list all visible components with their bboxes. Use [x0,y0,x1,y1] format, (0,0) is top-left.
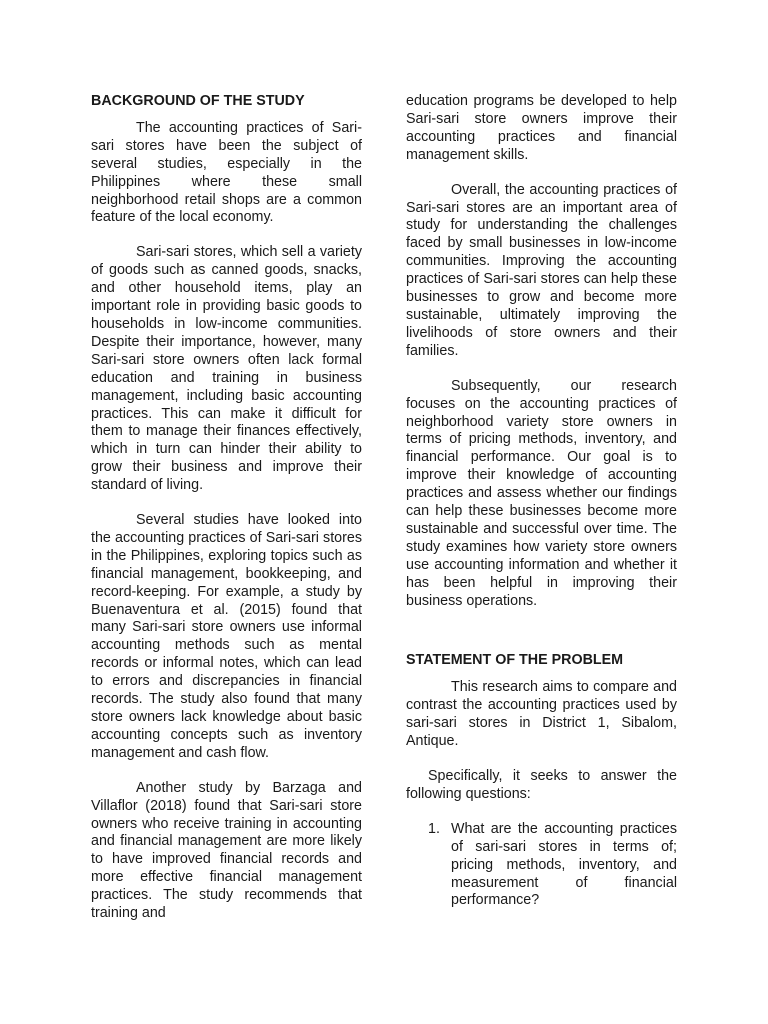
question-item [406,821,677,911]
background-paragraph-5: Overall, the accounting practices of Sari-sari stores are an important area of study for understanding the challenges faced by small businesses in low-income communities. Improving the accounting practices of Sari-sari stores can help these businesses to grow and become more sustainable, ultimately improving the livelihoods of store owners and their families. [406,181,677,359]
specific-questions-intro: Specifically, it seeks to answer the following questions: [406,768,677,802]
background-paragraph-1: The accounting practices of Sari-sari stores have been the subject of several studies, especially in the Philippines where these small neighborhood retail shops are a common feature of the local economy. [91,119,362,226]
background-heading: BACKGROUND OF THE STUDY [91,93,305,109]
question-text: What are the accounting practices of sari-sari stores in terms of; pricing methods, inventory, and measurement of financial performance? [451,820,677,909]
left-column [91,93,362,923]
question-number: 1. [428,820,440,837]
background-paragraph-4-continued: education programs be developed to help Sari-sari store owners improve their accounting practices and financial management skills. [406,93,677,163]
background-paragraph-2: Sari-sari stores, which sell a variety of goods such as canned goods, snacks, and other household items, play an important role in providing basic goods to households in low-income communities. Despite their importance, however, many Sari-sari store owners often lack formal education and training in business management, including basic accounting practices. This can make it difficult for them to manage their finances effectively, which in turn can hinder their ability to grow their business and improve their standard of living. [91,244,362,494]
background-paragraph-3: Several studies have looked into the accounting practices of Sari-sari stores in the Philippines, exploring topics such as financial management, bookkeeping, and record-keeping. For example, a study by Buenaventura et al. (2015) found that many Sari-sari store owners use informal accounting methods such as mental records or informal notes, which can lead to errors and discrepancies in financial records. The study also found that many store owners lack knowledge about basic accounting concepts such as inventory management and cash flow. [91,512,362,761]
problem-paragraph: This research aims to compare and contrast the accounting practices used by sari-sari stores in District 1, Sibalom, Antique. [406,679,677,750]
problem-heading: STATEMENT OF THE PROBLEM [406,652,624,669]
background-paragraph-4: Another study by Barzaga and Villaflor (2018) found that Sari-sari store owners who receive training in accounting and financial management are more likely to have improved financial records and more effective financial management practices. The study recommends that training and [91,779,362,922]
right-column [406,93,677,910]
background-paragraph-6: Subsequently, our research focuses on the accounting practices of neighborhood variety store owners in terms of pricing methods, inventory, and financial performance. Our goal is to improve their knowledge of accounting practices and assess whether our findings can help these businesses become more sustainable and successful over time. The study examines how variety store owners use accounting information and whether it has been helpful in improving their business operations. [406,377,677,609]
questions-list [406,821,677,911]
